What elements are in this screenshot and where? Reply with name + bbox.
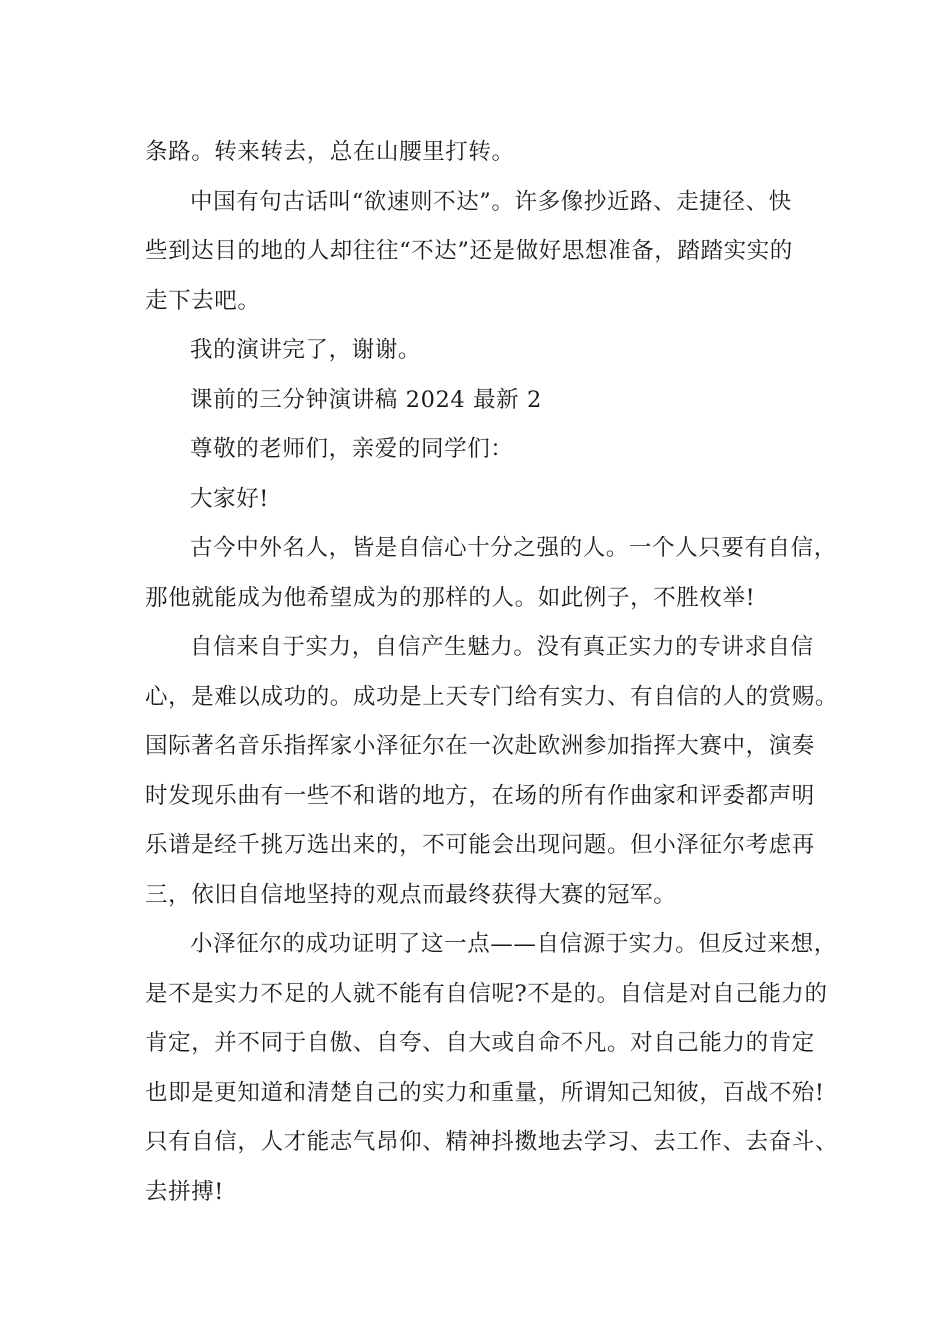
text-line-4: 走下去吧。	[145, 287, 261, 314]
text-line-12: 心，是难以成功的。成功是上天专门给有实力、有自信的人的赏赐。	[145, 683, 839, 710]
text-line-5: 我的演讲完了，谢谢。	[190, 337, 422, 363]
text-line-13: 国际著名音乐指挥家小泽征尔在一次赴欧洲参加指挥大赛中，演奏	[145, 733, 815, 759]
text-line-2: 中国有句古话叫“欲速则不达”。许多像抄近路、走捷径、快	[190, 188, 792, 215]
text-line-16: 三，依旧自信地坚持的观点而最终获得大赛的冠军。	[145, 881, 677, 908]
text-line-15: 乐谱是经千挑万选出来的，不可能会出现问题。但小泽征尔考虑再	[145, 832, 815, 858]
text-line-20: 也即是更知道和清楚自己的实力和重量，所谓知己知彼，百战不殆!	[145, 1079, 825, 1106]
document-body	[145, 128, 839, 1217]
text-line-18: 是不是实力不足的人就不能有自信呢?不是的。自信是对自己能力的	[145, 980, 828, 1007]
text-line-21: 只有自信，人才能志气昂仰、精神抖擞地去学习、去工作、去奋斗、	[145, 1129, 839, 1155]
text-line-22: 去拼搏!	[145, 1178, 224, 1205]
text-line-10: 那他就能成为他希望成为的那样的人。如此例子，不胜枚举!	[145, 584, 756, 611]
text-line-11: 自信来自于实力，自信产生魅力。没有真正实力的专讲求自信	[190, 634, 814, 660]
section-heading: 课前的三分钟演讲稿 2024 最新 2	[190, 386, 542, 413]
text-line-14: 时发现乐曲有一些不和谐的地方，在场的所有作曲家和评委都声明	[145, 782, 815, 809]
text-line-1: 条路。转来转去，总在山腰里打转。	[145, 139, 515, 165]
text-line-9: 古今中外名人，皆是自信心十分之强的人。一个人只要有自信，	[190, 535, 837, 561]
text-line-3: 些到达目的地的人却往往“不达”还是做好思想准备，踏踏实实的	[145, 238, 793, 264]
greeting: 大家好!	[190, 485, 269, 512]
text-line-17: 小泽征尔的成功证明了这一点——自信源于实力。但反过来想，	[190, 931, 837, 957]
salutation: 尊敬的老师们，亲爱的同学们：	[190, 436, 514, 462]
text-line-19: 肯定，并不同于自傲、自夸、自大或自命不凡。对自己能力的肯定	[145, 1030, 815, 1056]
